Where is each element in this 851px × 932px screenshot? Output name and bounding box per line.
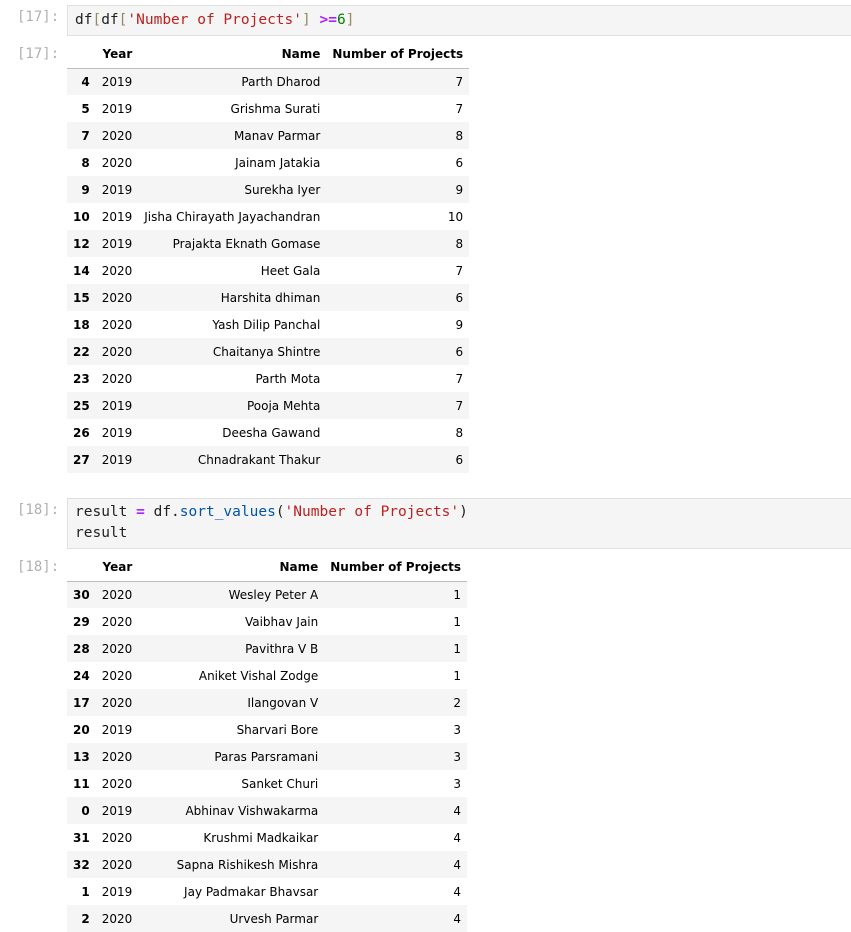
- table-header-row: [67, 554, 467, 581]
- column-header-index: [67, 41, 96, 68]
- code-number: 6: [336, 12, 346, 28]
- cell-name: Parth Dharod: [241, 74, 321, 89]
- cell-name: Heet Gala: [260, 263, 321, 278]
- table-row: [67, 95, 469, 122]
- row-index: 2: [81, 911, 90, 926]
- table-row: [67, 176, 469, 203]
- cell-name: Pooja Mehta: [246, 398, 321, 413]
- input-prompt-17: [17]:: [17, 9, 60, 25]
- cell-year: 2020: [101, 614, 133, 629]
- dataframe-output-18: [67, 554, 467, 932]
- cell-number-of-projects: 1: [453, 668, 462, 683]
- cell-year: 2019: [101, 74, 133, 89]
- cell-year: 2019: [101, 101, 133, 116]
- cell-year: 2019: [101, 425, 133, 440]
- cell-number-of-projects: 1: [453, 587, 462, 602]
- table-row: [67, 797, 467, 824]
- code-token: (: [275, 504, 285, 520]
- cell-number-of-projects: 4: [453, 830, 462, 845]
- cell-name: Sharvari Bore: [236, 722, 319, 737]
- cell-year: 2020: [101, 587, 133, 602]
- code-string: 'Number of Projects': [127, 12, 303, 28]
- cell-year: 2020: [101, 290, 133, 305]
- cell-number-of-projects: 9: [455, 182, 464, 197]
- cell-number-of-projects: 1: [453, 614, 462, 629]
- cell-name: Grishma Surati: [230, 101, 321, 116]
- table-row: [67, 284, 469, 311]
- code-operator: >=: [319, 12, 337, 28]
- cell-name: Aniket Vishal Zodge: [198, 668, 319, 683]
- table-row: [67, 662, 467, 689]
- cell-name: Paras Parsramani: [214, 749, 319, 764]
- column-header-number-of-projects: Number of Projects: [326, 41, 469, 68]
- table-row: [67, 770, 467, 797]
- table-row: [67, 689, 467, 716]
- code-token: df.: [144, 504, 180, 520]
- cell-number-of-projects: 10: [447, 209, 464, 224]
- cell-name: Parth Mota: [255, 371, 321, 386]
- cell-name: Pavithra V B: [245, 641, 319, 656]
- cell-number-of-projects: 8: [455, 236, 464, 251]
- cell-year: 2019: [101, 452, 133, 467]
- row-index: 11: [73, 776, 90, 791]
- cell-number-of-projects: 6: [455, 290, 464, 305]
- cell-year: 2020: [101, 371, 133, 386]
- cell-number-of-projects: 7: [455, 371, 464, 386]
- cell-number-of-projects: 3: [453, 749, 462, 764]
- cell-year: 2020: [101, 641, 133, 656]
- cell-name: Yash Dilip Panchal: [212, 317, 321, 332]
- table-row: [67, 392, 469, 419]
- cell-year: 2019: [101, 398, 133, 413]
- table-row: [67, 716, 467, 743]
- table-row: [67, 608, 467, 635]
- cell-number-of-projects: 9: [455, 317, 464, 332]
- row-index: 0: [81, 803, 90, 818]
- cell-number-of-projects: 2: [453, 695, 462, 710]
- cell-name: Jainam Jatakia: [235, 155, 321, 170]
- row-index: 14: [73, 263, 90, 278]
- table-row: [67, 203, 469, 230]
- cell-year: 2019: [101, 884, 133, 899]
- cell-year: 2019: [101, 209, 133, 224]
- code-line-1: [75, 502, 851, 523]
- cell-year: 2020: [101, 344, 133, 359]
- row-index: 24: [73, 668, 90, 683]
- table-row: [67, 149, 469, 176]
- input-prompt-18: [18]:: [17, 502, 60, 518]
- code-function: sort_values: [179, 504, 276, 520]
- cell-name: Vaibhav Jain: [244, 614, 319, 629]
- row-index: 18: [73, 317, 90, 332]
- table-row: [67, 257, 469, 284]
- row-index: 15: [73, 290, 90, 305]
- table-row: [67, 338, 469, 365]
- table-row: [67, 905, 467, 932]
- row-index: 5: [81, 101, 90, 116]
- row-index: 22: [73, 344, 90, 359]
- cell-name: Harshita dhiman: [220, 290, 321, 305]
- row-index: 1: [81, 884, 90, 899]
- cell-number-of-projects: 6: [455, 344, 464, 359]
- table-row: [67, 365, 469, 392]
- code-token: ]: [345, 12, 355, 28]
- row-index: 26: [73, 425, 90, 440]
- cell-number-of-projects: 4: [453, 803, 462, 818]
- row-index: 32: [73, 857, 90, 872]
- cell-number-of-projects: 6: [455, 155, 464, 170]
- cell-name: Krushmi Madkaikar: [203, 830, 319, 845]
- cell-number-of-projects: 8: [455, 425, 464, 440]
- column-header-index: [67, 554, 96, 581]
- cell-number-of-projects: 3: [453, 722, 462, 737]
- row-index: 30: [73, 587, 90, 602]
- cell-name: Jisha Chirayath Jayachandran: [144, 209, 321, 224]
- cell-year: 2020: [101, 857, 133, 872]
- row-index: 27: [73, 452, 90, 467]
- cell-number-of-projects: 4: [453, 911, 462, 926]
- row-index: 7: [81, 128, 90, 143]
- cell-name: Jay Padmakar Bhavsar: [184, 884, 319, 899]
- cell-number-of-projects: 7: [455, 101, 464, 116]
- cell-number-of-projects: 7: [455, 74, 464, 89]
- cell-name: Urvesh Parmar: [229, 911, 319, 926]
- row-index: 12: [73, 236, 90, 251]
- table-row: [67, 743, 467, 770]
- column-header-year: Year: [96, 41, 139, 68]
- row-index: 13: [73, 749, 90, 764]
- code-cell-18[interactable]: [67, 498, 851, 549]
- code-token: ): [459, 504, 468, 520]
- code-token: df: [75, 12, 93, 28]
- output-prompt-17: [17]:: [17, 46, 60, 62]
- cell-year: 2020: [101, 749, 133, 764]
- cell-year: 2020: [101, 128, 133, 143]
- table-row: [67, 122, 469, 149]
- row-index: 20: [73, 722, 90, 737]
- cell-year: 2020: [101, 317, 133, 332]
- cell-year: 2020: [101, 776, 133, 791]
- cell-year: 2020: [101, 668, 133, 683]
- code-line-2: result: [75, 525, 128, 541]
- table-row: [67, 635, 467, 662]
- code-token: result: [75, 504, 128, 520]
- dataframe-output-17: [67, 41, 469, 473]
- cell-number-of-projects: 7: [455, 263, 464, 278]
- cell-name: Sanket Churi: [241, 776, 319, 791]
- code-token: [127, 504, 136, 520]
- cell-year: 2020: [101, 911, 133, 926]
- cell-number-of-projects: 3: [453, 776, 462, 791]
- cell-number-of-projects: 4: [453, 884, 462, 899]
- cell-number-of-projects: 4: [453, 857, 462, 872]
- column-header-year: Year: [96, 554, 139, 581]
- cell-year: 2019: [101, 182, 133, 197]
- cell-number-of-projects: 7: [455, 398, 464, 413]
- row-index: 25: [73, 398, 90, 413]
- row-index: 31: [73, 830, 90, 845]
- cell-name: Chaitanya Shintre: [212, 344, 321, 359]
- cell-year: 2019: [101, 803, 133, 818]
- table-row: [67, 878, 467, 905]
- cell-name: Chnadrakant Thakur: [197, 452, 321, 467]
- table-row: [67, 446, 469, 473]
- table-row: [67, 230, 469, 257]
- cell-name: Manav Parmar: [234, 128, 321, 143]
- row-index: 8: [81, 155, 90, 170]
- table-row: [67, 419, 469, 446]
- cell-name: Sapna Rishikesh Mishra: [176, 857, 319, 872]
- cell-name: Abhinav Vishwakarma: [185, 803, 319, 818]
- column-header-name: Name: [138, 554, 324, 581]
- code-token: df: [101, 12, 119, 28]
- cell-year: 2020: [101, 830, 133, 845]
- cell-year: 2020: [101, 695, 133, 710]
- row-index: 10: [73, 209, 90, 224]
- cell-year: 2019: [101, 722, 133, 737]
- row-index: 23: [73, 371, 90, 386]
- cell-year: 2019: [101, 236, 133, 251]
- cell-name: Deesha Gawand: [222, 425, 321, 440]
- table-row: [67, 824, 467, 851]
- cell-name: Wesley Peter A: [228, 587, 319, 602]
- row-index: 9: [81, 182, 90, 197]
- row-index: 4: [81, 74, 90, 89]
- table-row: [67, 68, 469, 95]
- code-token: ]: [302, 12, 311, 28]
- cell-name: Surekha Iyer: [244, 182, 321, 197]
- cell-name: Prajakta Eknath Gomase: [172, 236, 321, 251]
- code-string: 'Number of Projects': [284, 504, 460, 520]
- table-row: [67, 851, 467, 878]
- code-cell-17[interactable]: [67, 5, 851, 36]
- table-row: [67, 581, 467, 608]
- cell-year: 2020: [101, 263, 133, 278]
- row-index: 17: [73, 695, 90, 710]
- output-prompt-18: [18]:: [17, 559, 60, 575]
- cell-number-of-projects: 1: [453, 641, 462, 656]
- cell-year: 2020: [101, 155, 133, 170]
- row-index: 29: [73, 614, 90, 629]
- row-index: 28: [73, 641, 90, 656]
- code-token: [: [92, 12, 102, 28]
- table-row: [67, 311, 469, 338]
- code-operator: =: [136, 504, 145, 520]
- cell-number-of-projects: 8: [455, 128, 464, 143]
- column-header-name: Name: [138, 41, 326, 68]
- table-header-row: [67, 41, 469, 68]
- cell-number-of-projects: 6: [455, 452, 464, 467]
- code-token: [: [118, 12, 128, 28]
- column-header-number-of-projects: Number of Projects: [324, 554, 467, 581]
- cell-name: Ilangovan V: [247, 695, 319, 710]
